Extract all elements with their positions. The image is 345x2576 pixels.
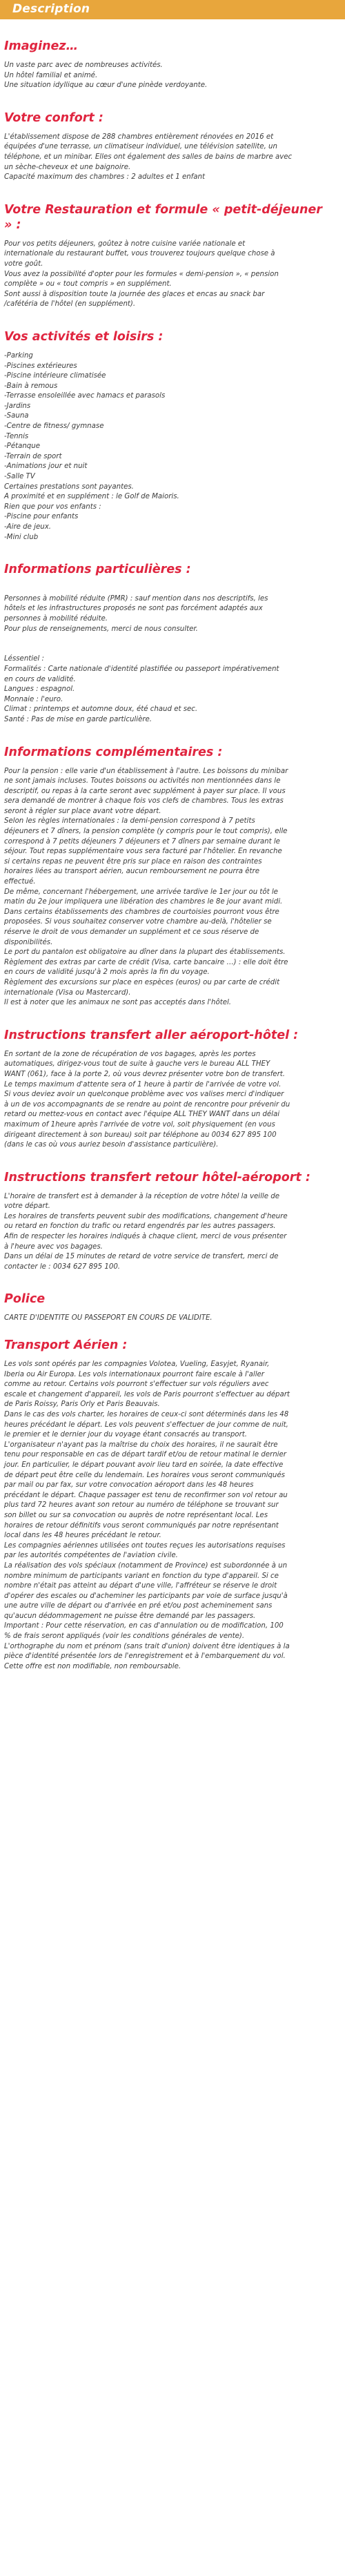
section-line: -Centre de fitness/ gymnase: [4, 422, 104, 431]
section-line: qu'aucun dédommagement ne puisse être demandé par les passagers.: [4, 1612, 256, 1620]
section-line: nombre n'était pas atteint au départ d'une ville, l'affréteur se réserve le droit: [4, 1582, 277, 1590]
section-line: Selon les règles internationales : la demi-pension correspond à 7 petits: [4, 817, 255, 826]
section-body-transfert-aller: [4, 1050, 328, 1151]
section-line: matin du 2e jour impliquera une libération des chambres le 8e jour avant midi.: [4, 898, 283, 906]
section-line: heures précédant le départ. Les vols peuvent s'effectuer de jour comme de nuit,: [4, 1421, 288, 1429]
section-line: L'établissement dispose de 288 chambres entièrement rénovées en 2016 et: [4, 133, 274, 141]
section-line: -Jardins: [4, 402, 31, 410]
section-body-restauration: [4, 240, 328, 310]
section-body-confort: [4, 133, 328, 183]
section-line: équipées d'une terrasse, un climatiseur individuel, une télévision satellite, un: [4, 143, 277, 151]
section-line: [4, 634, 328, 645]
section-line: ne sont jamais incluses. Toutes boissons ou activités non mentionnées dans le: [4, 777, 281, 786]
section-line: en cours de validité.: [4, 675, 76, 683]
section-line: Les horaires de transferts peuvent subir des modifications, changement d'heure: [4, 1212, 288, 1220]
section-line: téléphone, et un minibar. Elles ont également des salles de bains de marbre avec: [4, 153, 293, 161]
section-line: seront à régler sur place avant votre départ.: [4, 807, 161, 815]
section-line: Pour plus de renseignements, merci de nous consulter.: [4, 625, 198, 633]
section-title-transfert-retour: Instructions transfert retour hôtel-aéroport :: [4, 1170, 310, 1184]
section-line: Un vaste parc avec de nombreuses activités.: [4, 61, 163, 69]
section-line: Les compagnies aériennes utilisées ont toutes reçues les autorisations requises: [4, 1541, 286, 1550]
section-line: Climat : printemps et automne doux, été chaud et sec.: [4, 705, 198, 714]
section-line: -Aire de jeux.: [4, 523, 51, 531]
section-line: à un de vos accompagnants de se rendre au point de rencontre pour prévenir du: [4, 1100, 290, 1109]
section-line: Règlement des excursions sur place en espèces (euros) ou par carte de crédit: [4, 978, 280, 986]
section-line: jour. En particulier, le départ pouvant avoir lieu tard en soirée, la date effective: [4, 1461, 284, 1469]
section-line: par les autorités compétentes de l'aviation civile.: [4, 1552, 178, 1560]
section-line: Monnaie : l'euro.: [4, 695, 63, 703]
section-line: -Parking: [4, 351, 33, 360]
section-line: Léssentiel :: [4, 655, 44, 663]
section-line: proposées. Si vous souhaitez conserver votre chambre au-delà, l'hôtelier se: [4, 918, 272, 926]
section-line: -Piscines extérieures: [4, 362, 77, 370]
section-line: effectué.: [4, 878, 36, 886]
section-line: Une situation idyllique au cœur d'une pinède verdoyante.: [4, 81, 208, 90]
section-line: (dans le cas où vous auriez besoin d'assistance particulière).: [4, 1141, 219, 1149]
section-line: séjour. Tout repas supplémentaire vous sera facturé par l'hôtelier. En revanche: [4, 848, 282, 856]
section-line: à l'heure avec vos bagages.: [4, 1242, 103, 1251]
section-line: dirigeant directement à son bureau) soit par téléphone au 0034 627 895 100: [4, 1131, 277, 1139]
section-line: votre départ.: [4, 1202, 50, 1211]
section-line: -Terrasse ensoleillée avec hamacs et parasols: [4, 392, 166, 400]
section-body-activites: [4, 351, 328, 543]
section-line: comme au retour. Certains vols pourront s'effectuer sur vols réguliers avec: [4, 1380, 269, 1389]
section-line: Dans un délai de 15 minutes de retard de votre service de transfert, merci de: [4, 1253, 279, 1261]
section-line: Un hôtel familial et animé.: [4, 71, 98, 79]
section-line: WANT (061), face à la porte 2, où vous devrez présenter votre bon de transfert.: [4, 1070, 285, 1078]
section-line: internationale du restaurant buffet, vous trouverez toujours quelque chose à: [4, 250, 275, 258]
section-line: Capacité maximum des chambres : 2 adultes et 1 enfant: [4, 173, 205, 182]
section-line: local dans les 48 heures précédant le retour.: [4, 1532, 161, 1540]
section-line: contacter le : 0034 627 895 100.: [4, 1262, 121, 1271]
section-line: -Animations jour et nuit: [4, 462, 88, 471]
section-line: horaires de retour définitifs vous seront communiqués par notre représentant: [4, 1521, 279, 1530]
section-restauration: [4, 183, 328, 310]
section-line: le premier et le dernier jour du voyage étant consacrés au transport.: [4, 1431, 247, 1439]
section-line: Rien que pour vos enfants :: [4, 502, 101, 511]
section-line: Important : Pour cette réservation, en cas d'annulation ou de modification, 100: [4, 1622, 284, 1630]
section-line: L'organisateur n'ayant pas la maîtrise du choix des horaires, il ne saurait être: [4, 1441, 278, 1449]
section-line: -Bain à remous: [4, 382, 58, 390]
section-title-particulieres: Informations particulières :: [4, 563, 191, 577]
section-line: -Mini club: [4, 533, 39, 541]
section-line: pièce d'identité présentée lors de l'enregistrement et à l'embarquement du vol.: [4, 1652, 286, 1661]
section-line: en cours de validité jusqu'à 2 mois après la fin du voyage.: [4, 968, 210, 977]
section-line: de Paris Roissy, Paris Orly et Paris Beauvais.: [4, 1401, 160, 1409]
section-body-imaginez: [4, 61, 328, 91]
section-body-complementaires: [4, 767, 328, 1008]
section-title-transport: Transport Aérien :: [4, 1338, 128, 1353]
section-line: [4, 645, 328, 655]
section-particulieres: [4, 543, 328, 725]
section-line: si certains repas ne peuvent être pris sur place en raison des contraintes: [4, 857, 262, 866]
section-line: Iberia ou Air Europa. Les vols internationaux pourront faire escale à l'aller: [4, 1370, 264, 1378]
description-content: [0, 19, 328, 1672]
section-line: maximum of 1heure après l'arrivée de votre vol, soit physiquement (en vous: [4, 1120, 275, 1129]
section-line: La réalisation des vols spéciaux (notamment de Province) est subordonnée à un: [4, 1561, 288, 1570]
section-line: complète » ou « tout compris » en supplément.: [4, 280, 172, 289]
section-line: Le temps maximum d'attente sera of 1 heure à partir de l'arrivée de votre vol.: [4, 1080, 282, 1089]
section-title-transfert-aller: Instructions transfert aller aéroport-hôtel :: [4, 1028, 299, 1042]
section-line: L'horaire de transfert est à demander à la réception de votre hôtel la veille de: [4, 1192, 279, 1200]
section-line: L'orthographe du nom et prénom (sans trait d'union) doivent être identiques à la: [4, 1642, 290, 1650]
section-line: descriptif, ou repas à la carte seront avec supplément à payer sur place. Il vous: [4, 787, 286, 795]
section-line: tenu pour responsable en cas de départ tardif et/ou de retour matinal le dernier: [4, 1451, 286, 1459]
section-transfert-aller: [4, 1008, 328, 1151]
section-line: Il est à noter que les animaux ne sont pas acceptés dans l'hôtel.: [4, 999, 232, 1007]
section-line: hôtels et les infrastructures proposés ne sont pas forcément adaptés aux: [4, 605, 263, 613]
section-imaginez: [4, 19, 328, 91]
section-line: -Tennis: [4, 432, 29, 440]
section-transport: [4, 1324, 328, 1672]
section-line: Afin de respecter les horaires indiqués à chaque client, merci de vous présenter: [4, 1233, 287, 1241]
section-line: nombre minimum de participants variant en fonction du type d'appareil. Si ce: [4, 1572, 279, 1580]
section-line: disponibilités.: [4, 938, 53, 946]
section-line: -Terrain de sport: [4, 452, 62, 460]
section-line: % de frais seront appliqués (voir les conditions générales de vente).: [4, 1632, 245, 1641]
section-line: -Pétanque: [4, 442, 40, 451]
section-line: votre goût.: [4, 260, 43, 268]
section-line: -Piscine pour enfants: [4, 513, 79, 521]
section-line: internationale (Visa ou Mastercard).: [4, 988, 131, 997]
section-title-imaginez: Imaginez…: [4, 39, 79, 53]
section-line: personnes à mobilité réduite.: [4, 614, 108, 623]
section-body-particulieres: [4, 584, 328, 725]
section-line: Le port du pantalon est obligatoire au dîner dans la plupart des établissements.: [4, 948, 286, 957]
section-line: par mail ou par fax, sur votre convocation aéroport dans les 48 heures: [4, 1481, 254, 1490]
section-body-transfert-retour: [4, 1192, 328, 1273]
banner-title: Description: [12, 2, 90, 16]
section-line: son billet ou sur sa convocation ou auprès de notre représentant local. Les: [4, 1511, 268, 1519]
section-line: Sont aussi à disposition toute la journée des glaces et encas au snack bar: [4, 290, 265, 298]
section-line: -Sauna: [4, 412, 29, 420]
section-title-confort: Votre confort :: [4, 110, 103, 125]
section-line: d'opérer des escales ou d'acheminer les participants par voie de surface jusqu'à: [4, 1592, 288, 1600]
section-line: Pour vos petits déjeuners, goûtez à notre cuisine variée nationale et: [4, 240, 246, 248]
section-line: Langues : espagnol.: [4, 685, 75, 694]
section-line: A proximité et en supplément : le Golf de Maioris.: [4, 493, 179, 501]
section-confort: [4, 91, 328, 183]
section-title-restauration: Votre Restauration et formule « petit-déjeuner » :: [4, 202, 322, 232]
section-transfert-retour: [4, 1151, 328, 1273]
section-line: ou retard en fonction du trafic ou retard engendrés par les autres passagers.: [4, 1222, 276, 1231]
section-line: [4, 584, 328, 594]
section-line: En sortant de la zone de récupération de vos bagages, après les portes: [4, 1050, 256, 1058]
section-line: CARTE D'IDENTITE OU PASSEPORT EN COURS DE VALIDITE.: [4, 1314, 213, 1323]
section-line: -Salle TV: [4, 473, 35, 481]
section-line: Vous avez la possibilité d'opter pour les formules « demi-pension », « pension: [4, 270, 279, 278]
description-banner: [0, 0, 345, 19]
section-line: escale et changement d'appareil, les vols de Paris pourront s'effectuer au départ: [4, 1390, 290, 1398]
section-line: un sèche-cheveux et une baignoire.: [4, 163, 131, 171]
section-line: Certaines prestations sont payantes.: [4, 482, 134, 491]
section-line: déjeuners et 7 dîners, la pension complète (y compris pour le tout compris), elle: [4, 828, 288, 836]
section-line: une autre ville de départ ou d'arrivée en pré et/ou post acheminement sans: [4, 1602, 273, 1610]
section-line: Pour la pension : elle varie d'un établissement à l'autre. Les boissons du minibar: [4, 767, 288, 775]
section-line: plus tard 72 heures avant son retour au numéro de téléphone se trouvant sur: [4, 1501, 279, 1510]
section-police: [4, 1272, 328, 1324]
section-title-complementaires: Informations complémentaires :: [4, 745, 223, 759]
section-body-transport: [4, 1360, 328, 1672]
section-line: de départ peut être celle du lendemain. Les horaires vous seront communiqués: [4, 1471, 285, 1479]
section-title-activites: Vos activités et loisirs :: [4, 329, 164, 344]
section-line: Si vous deviez avoir un quelconque problème avec vos valises merci d'indiquer: [4, 1091, 284, 1099]
section-line: -Piscine intérieure climatisée: [4, 372, 106, 380]
section-line: horaires liées au transport aérien, aucun remboursement ne pourra être: [4, 868, 260, 876]
section-body-police: [4, 1314, 328, 1324]
section-line: Les vols sont opérés par les compagnies Volotea, Vueling, Easyjet, Ryanair,: [4, 1360, 270, 1369]
section-complementaires: [4, 725, 328, 1008]
section-line: Cette offre est non modifiable, non remboursable.: [4, 1662, 181, 1670]
section-line: automatiques, dirigez-vous tout de suite à gauche vers le bureau ALL THEY: [4, 1060, 270, 1069]
section-line: retard ou mettez-vous en contact avec l'équipe ALL THEY WANT dans un délai: [4, 1111, 280, 1119]
section-line: Personnes à mobilité réduite (PMR) : sauf mention dans nos descriptifs, les: [4, 594, 268, 603]
section-line: Règlement des extras par carte de crédit (Visa, carte bancaire …) : elle doit être: [4, 958, 288, 966]
section-line: Dans certains établissements des chambres de courtoisies pourront vous être: [4, 908, 279, 916]
section-line: réserve le droit de vous demander un supplément et ce sous réserve de: [4, 928, 259, 936]
section-activites: [4, 310, 328, 543]
section-line: De même, concernant l'hébergement, une arrivée tardive le 1er jour ou tôt le: [4, 888, 278, 896]
section-line: Formalités : Carte nationale d'identité plastifiée ou passeport impérativement: [4, 665, 279, 673]
section-line: précédant le départ. Chaque passager est tenu de reconfirmer son vol retour au: [4, 1491, 288, 1499]
section-line: Dans le cas des vols charter, les horaires de ceux-ci sont déterminés dans les 48: [4, 1411, 289, 1418]
section-line: sera demandé de montrer à chaque fois vos clefs de chambres. Tous les extras: [4, 797, 284, 806]
section-line: correspond à 7 petits déjeuners 7 déjeuners et 7 dîners par semaine durant le: [4, 837, 280, 846]
section-line: /cafétéria de l'hôtel (en supplément).: [4, 300, 136, 309]
section-title-police: Police: [4, 1292, 46, 1307]
section-line: Santé : Pas de mise en garde particulière.: [4, 715, 152, 723]
